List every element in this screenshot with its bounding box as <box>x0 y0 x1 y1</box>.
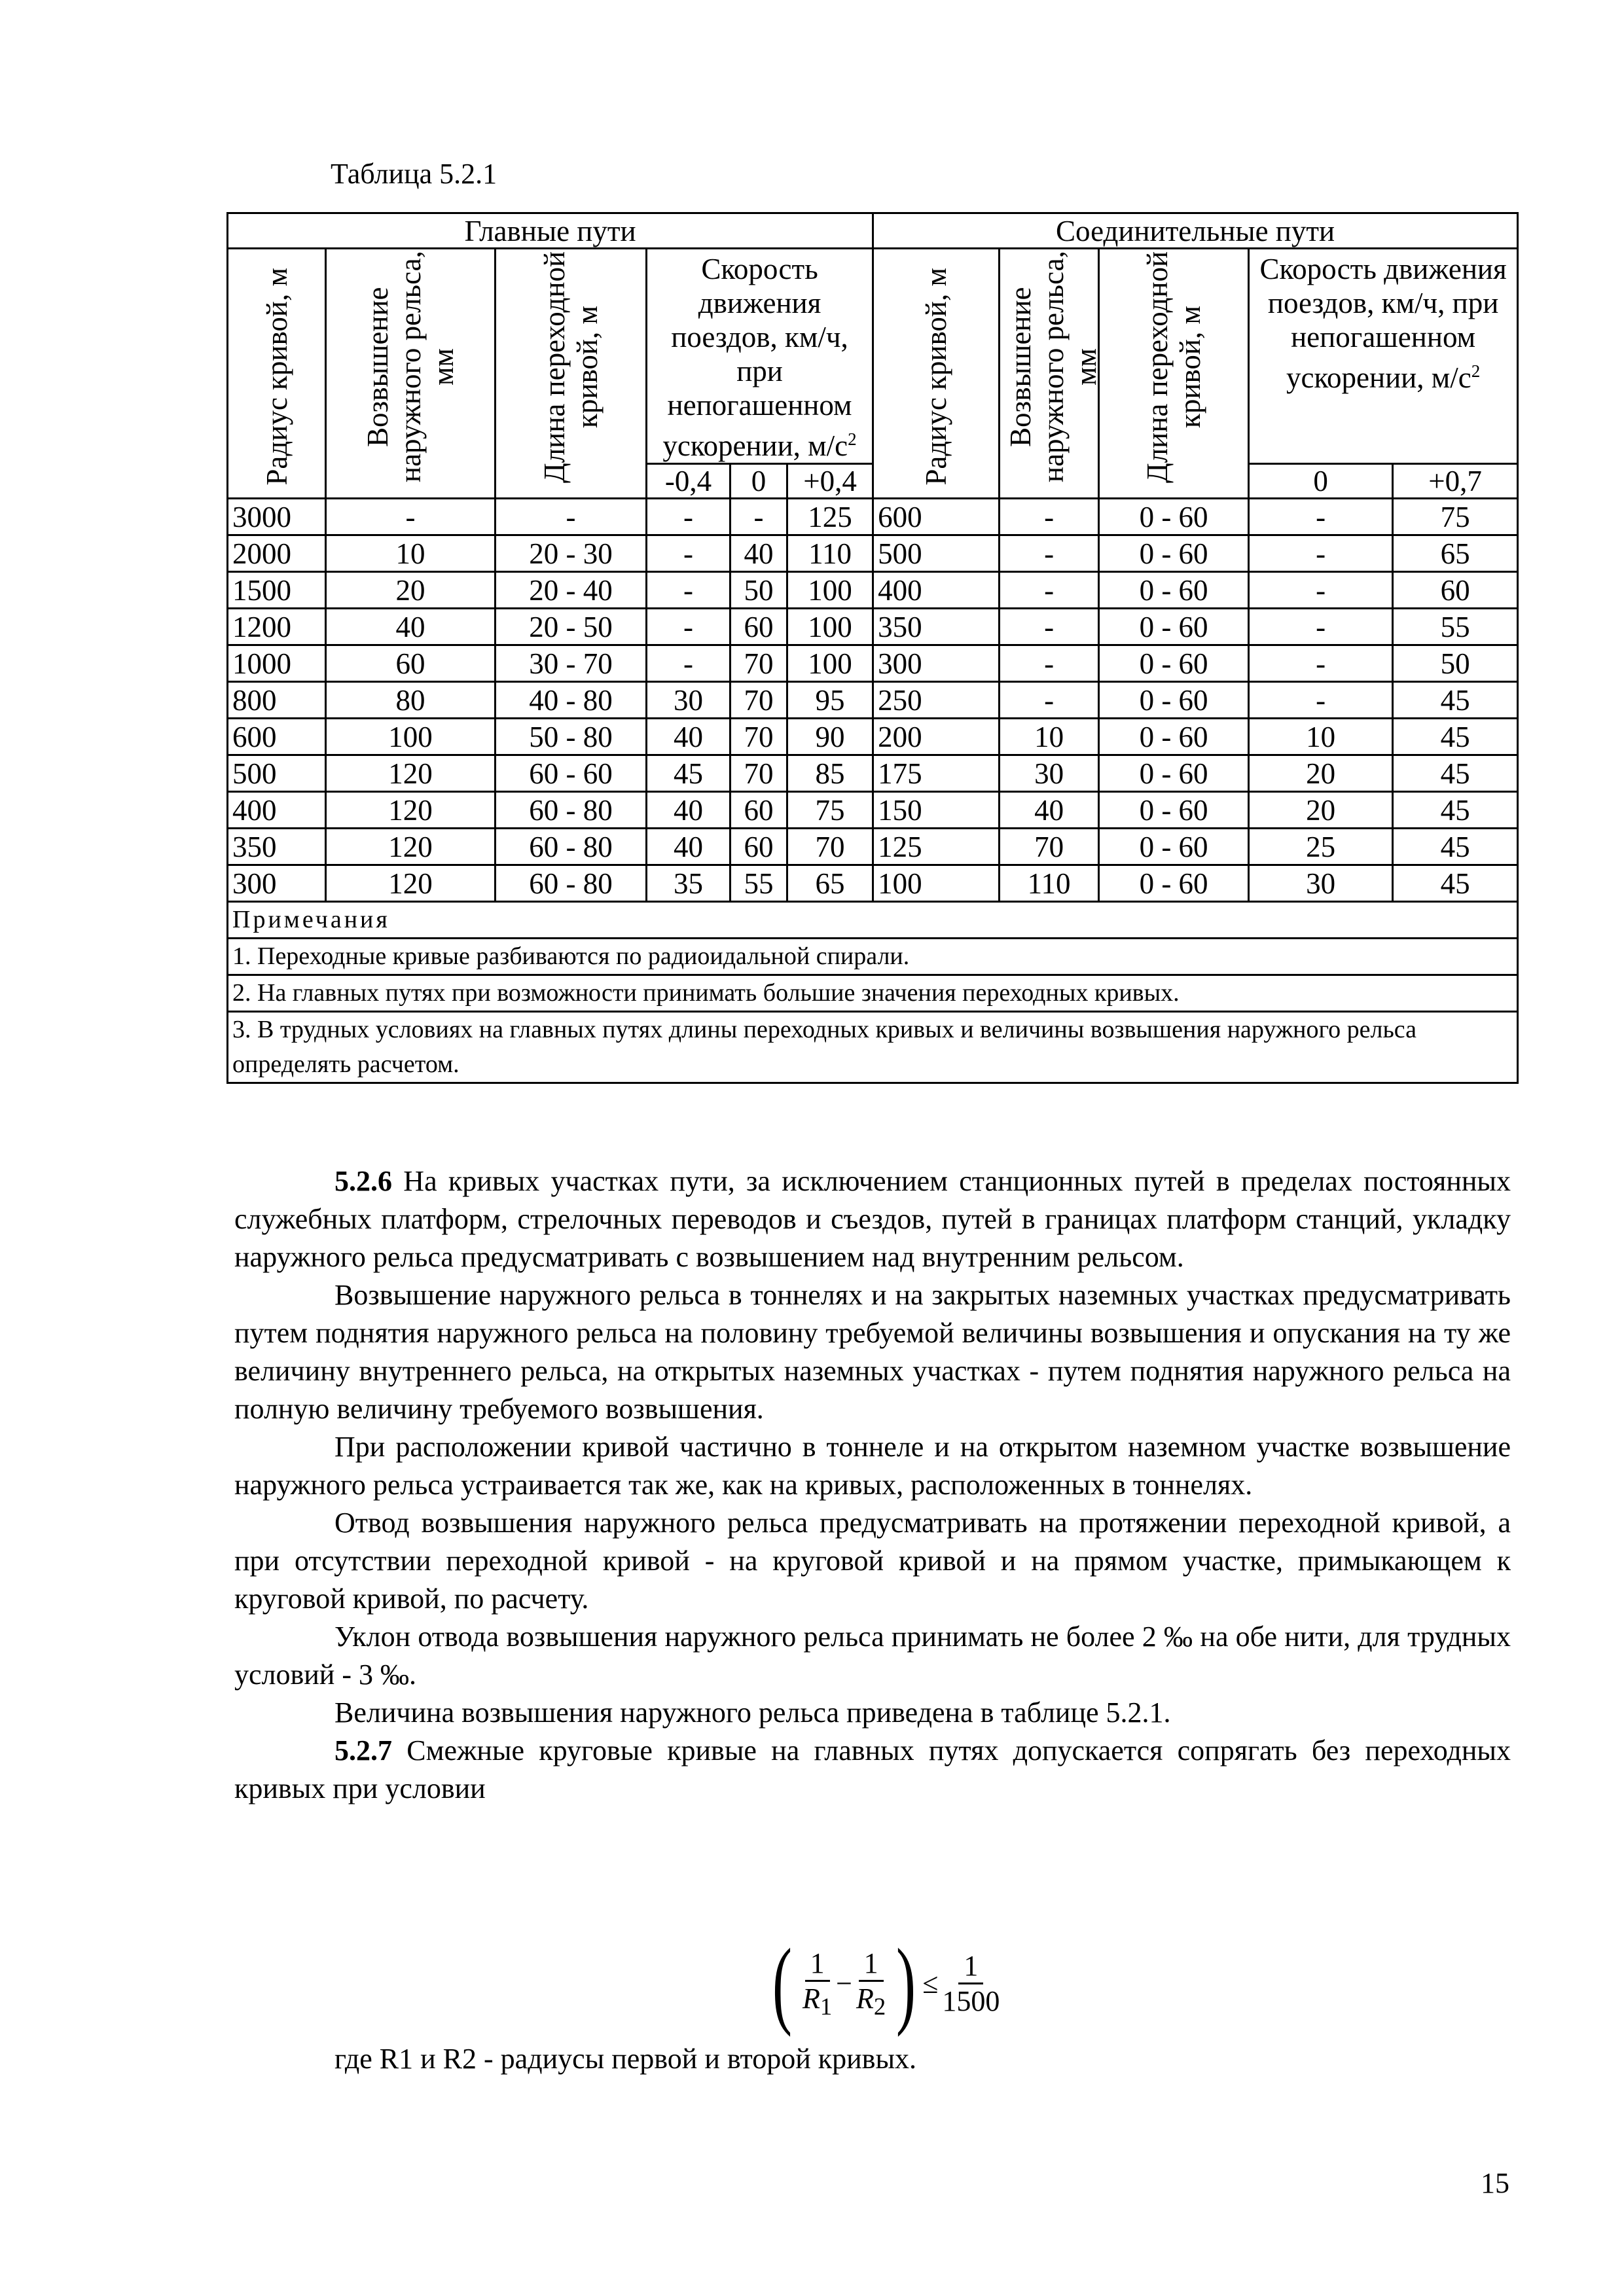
table-cell: 50 <box>1393 645 1518 682</box>
table-cell: - <box>647 535 731 572</box>
table-cell: 60 <box>1393 572 1518 609</box>
table-cell: - <box>1000 609 1099 645</box>
table-cell: 300 <box>228 865 326 902</box>
table-row <box>228 755 1518 792</box>
paragraph-5-2-6: 5.2.6 На кривых участках пути, за исключением станционных путей в пределах постоянных служебных платформ, стрелочных переводов и съездов, путей в границах платформ станций, укладку наружного рельса предусматривать с возвышением над внутренним рельсом. <box>234 1165 1511 1273</box>
table-cell: 120 <box>326 829 496 865</box>
table-cell: 125 <box>787 499 873 535</box>
table-cell: 45 <box>1393 719 1518 755</box>
table-cell: - <box>1249 645 1393 682</box>
note-3: 3. В трудных условиях на главных путях длины переходных кривых и величины возвышения наружного рельса определять расчетом. <box>228 1012 1518 1083</box>
table-cell: 30 <box>1249 865 1393 902</box>
table-row <box>228 499 1518 535</box>
table-cell: 60 - 60 <box>496 755 647 792</box>
table-cell: 40 - 80 <box>496 682 647 719</box>
table-cell: 0 - 60 <box>1099 755 1249 792</box>
table-cell: - <box>1000 682 1099 719</box>
table-cell: 65 <box>1393 535 1518 572</box>
table-cell: 60 - 80 <box>496 829 647 865</box>
table-cell: 10 <box>1249 719 1393 755</box>
table-cell: 125 <box>873 829 1000 865</box>
table-cell: 0 - 60 <box>1099 609 1249 645</box>
table-cell: 10 <box>1000 719 1099 755</box>
table-cell: 20 <box>1249 755 1393 792</box>
table-cell: 40 <box>647 719 731 755</box>
table-cell: 40 <box>731 535 787 572</box>
elevation-table <box>226 212 1519 1084</box>
table-cell: 175 <box>873 755 1000 792</box>
paragraph: Уклон отвода возвышения наружного рельса принимать не более 2 ‰ на обе нити, для трудных условий - 3 ‰. <box>234 1621 1511 1691</box>
notes-title: Примечания <box>228 902 1518 939</box>
table-cell: 40 <box>647 829 731 865</box>
table-cell: 70 <box>731 755 787 792</box>
paragraph: Отвод возвышения наружного рельса предусматривать на протяжении переходной кривой, а при отсутствии переходной кривой - на круговой кривой и на прямом участке, примыкающем к круговой кривой, по расчету. <box>234 1507 1511 1615</box>
table-cell: - <box>731 499 787 535</box>
body-text <box>234 1162 1511 1808</box>
table-cell: - <box>1000 572 1099 609</box>
table-cell: 20 - 40 <box>496 572 647 609</box>
table-cell: 20 <box>1249 792 1393 829</box>
table-cell: 45 <box>1393 829 1518 865</box>
table-cell: 300 <box>873 645 1000 682</box>
header-elevation: Возвышение наружного рельса, мм <box>326 249 496 499</box>
table-cell: 200 <box>873 719 1000 755</box>
accel-main: 0 <box>731 464 787 499</box>
table-cell: 70 <box>1000 829 1099 865</box>
table-cell: 3000 <box>228 499 326 535</box>
paragraph: Величина возвышения наружного рельса приведена в таблице 5.2.1. <box>334 1696 1171 1729</box>
table-row <box>228 609 1518 645</box>
table-cell: 0 - 60 <box>1099 792 1249 829</box>
table-cell: 60 - 80 <box>496 865 647 902</box>
table-cell: - <box>1000 499 1099 535</box>
table-row <box>228 645 1518 682</box>
table-cell: 90 <box>787 719 873 755</box>
header-elevation-conn: Возвышение наружного рельса, мм <box>1000 249 1099 499</box>
table-cell: 100 <box>787 609 873 645</box>
header-radius-conn: Радиус кривой, м <box>873 249 1000 499</box>
table-cell: - <box>1249 682 1393 719</box>
table-row <box>228 719 1518 755</box>
accel-main: -0,4 <box>647 464 731 499</box>
table-cell: 250 <box>873 682 1000 719</box>
table-cell: 0 - 60 <box>1099 645 1249 682</box>
table-cell: 75 <box>1393 499 1518 535</box>
table-cell: 45 <box>1393 755 1518 792</box>
paragraph: При расположении кривой частично в тоннеле и на открытом наземном участке возвышение наружного рельса устраивается так же, как на кривых, расположенных в тоннелях. <box>234 1431 1511 1501</box>
table-cell: 350 <box>228 829 326 865</box>
table-cell: 400 <box>873 572 1000 609</box>
table-cell: 800 <box>228 682 326 719</box>
header-speed-conn: Скорость движения поездов, км/ч, при непогашенном ускорении, $м/с^2$ <box>1249 249 1518 464</box>
table-cell: 10 <box>326 535 496 572</box>
table-cell: - <box>1249 609 1393 645</box>
table-cell: 600 <box>228 719 326 755</box>
table-cell: 55 <box>731 865 787 902</box>
accel-main: +0,4 <box>787 464 873 499</box>
table-cell: - <box>1249 535 1393 572</box>
table-cell: 1000 <box>228 645 326 682</box>
table-cell: 1500 <box>228 572 326 609</box>
table-cell: 0 - 60 <box>1099 535 1249 572</box>
table-cell: 500 <box>873 535 1000 572</box>
table-cell: 85 <box>787 755 873 792</box>
table-cell: 0 - 60 <box>1099 865 1249 902</box>
table-cell: 400 <box>228 792 326 829</box>
table-cell: 45 <box>1393 682 1518 719</box>
header-speed-main: Скорость движения поездов, км/ч, при непогашенном ускорении, $м/с^2$ <box>647 249 873 464</box>
table-row <box>228 535 1518 572</box>
paragraph-5-2-7: 5.2.7 Смежные круговые кривые на главных путях допускается сопрягать без переходных кривых при условии <box>234 1734 1511 1804</box>
table-cell: 40 <box>326 609 496 645</box>
table-cell: 1200 <box>228 609 326 645</box>
table-cell: 0 - 60 <box>1099 572 1249 609</box>
table-cell: 60 <box>731 609 787 645</box>
paragraph: Возвышение наружного рельса в тоннелях и на закрытых наземных участках предусматривать путем поднятия наружного рельса на половину требуемой величины возвышения и опускания на ту же величину внутреннего рельса, на открытых наземных участках - путем поднятия наружного рельса на полную величину требуемого возвышения. <box>234 1279 1511 1425</box>
table-cell: 70 <box>731 719 787 755</box>
table-cell: 50 <box>731 572 787 609</box>
connecting-tracks-header: Соединительные пути <box>873 213 1518 249</box>
formula: ( $\frac{1}{R_1}$ − $\frac{1}{R_2}$ ) ≤ $\frac{1}{1500}$ <box>772 1929 1000 2037</box>
note-1: 1. Переходные кривые разбиваются по радиоидальной спирали. <box>228 939 1518 975</box>
table-cell: 65 <box>787 865 873 902</box>
table-cell: - <box>647 645 731 682</box>
table-cell: - <box>496 499 647 535</box>
table-cell: 60 <box>731 829 787 865</box>
table-cell: 60 <box>326 645 496 682</box>
main-tracks-header: Главные пути <box>228 213 873 249</box>
table-cell: 50 - 80 <box>496 719 647 755</box>
table-cell: 40 <box>647 792 731 829</box>
table-cell: - <box>647 499 731 535</box>
table-cell: 120 <box>326 792 496 829</box>
table-cell: - <box>1000 535 1099 572</box>
table-row <box>228 572 1518 609</box>
table-row <box>228 792 1518 829</box>
table-cell: - <box>1249 499 1393 535</box>
table-cell: 35 <box>647 865 731 902</box>
table-cell: 110 <box>1000 865 1099 902</box>
table-cell: 55 <box>1393 609 1518 645</box>
table-cell: 20 <box>326 572 496 609</box>
table-cell: 70 <box>731 682 787 719</box>
note-2: 2. На главных путях при возможности принимать большие значения переходных кривых. <box>228 975 1518 1012</box>
table-cell: 100 <box>787 572 873 609</box>
table-cell: 70 <box>731 645 787 682</box>
table-cell: 100 <box>787 645 873 682</box>
table-cell: - <box>1000 645 1099 682</box>
table-cell: 30 <box>1000 755 1099 792</box>
table-cell: 0 - 60 <box>1099 829 1249 865</box>
table-cell: - <box>1249 572 1393 609</box>
accel-conn: 0 <box>1249 464 1393 499</box>
page-number: 15 <box>1481 2167 1509 2199</box>
formula-legend: где R1 и R2 - радиусы первой и второй кривых. <box>334 2043 917 2075</box>
table-cell: 30 <box>647 682 731 719</box>
table-row <box>228 682 1518 719</box>
table-cell: 70 <box>787 829 873 865</box>
table-caption: Таблица 5.2.1 <box>331 158 497 190</box>
table-cell: 500 <box>228 755 326 792</box>
header-transition-length-conn: Длина переходной кривой, м <box>1099 249 1249 499</box>
table-cell: 75 <box>787 792 873 829</box>
table-cell: - <box>326 499 496 535</box>
accel-conn: +0,7 <box>1393 464 1518 499</box>
table-cell: 20 - 30 <box>496 535 647 572</box>
table-cell: 0 - 60 <box>1099 719 1249 755</box>
table-cell: 2000 <box>228 535 326 572</box>
table-cell: 20 - 50 <box>496 609 647 645</box>
table-cell: 80 <box>326 682 496 719</box>
table-cell: 45 <box>1393 865 1518 902</box>
table-cell: 120 <box>326 755 496 792</box>
table-cell: 95 <box>787 682 873 719</box>
table-cell: 110 <box>787 535 873 572</box>
table-row <box>228 865 1518 902</box>
table-cell: 100 <box>873 865 1000 902</box>
table-cell: 45 <box>647 755 731 792</box>
table-cell: 45 <box>1393 792 1518 829</box>
table-cell: - <box>647 609 731 645</box>
table-cell: 150 <box>873 792 1000 829</box>
table-cell: 600 <box>873 499 1000 535</box>
table-cell: 100 <box>326 719 496 755</box>
table-cell: 60 <box>731 792 787 829</box>
table-cell: 25 <box>1249 829 1393 865</box>
table-cell: - <box>647 572 731 609</box>
table-row <box>228 829 1518 865</box>
table-cell: 0 - 60 <box>1099 682 1249 719</box>
table-cell: 120 <box>326 865 496 902</box>
table-cell: 40 <box>1000 792 1099 829</box>
table-cell: 0 - 60 <box>1099 499 1249 535</box>
table-cell: 350 <box>873 609 1000 645</box>
table-cell: 60 - 80 <box>496 792 647 829</box>
table-cell: 30 - 70 <box>496 645 647 682</box>
header-radius: Радиус кривой, м <box>228 249 326 499</box>
header-transition-length: Длина переходной кривой, м <box>496 249 647 499</box>
